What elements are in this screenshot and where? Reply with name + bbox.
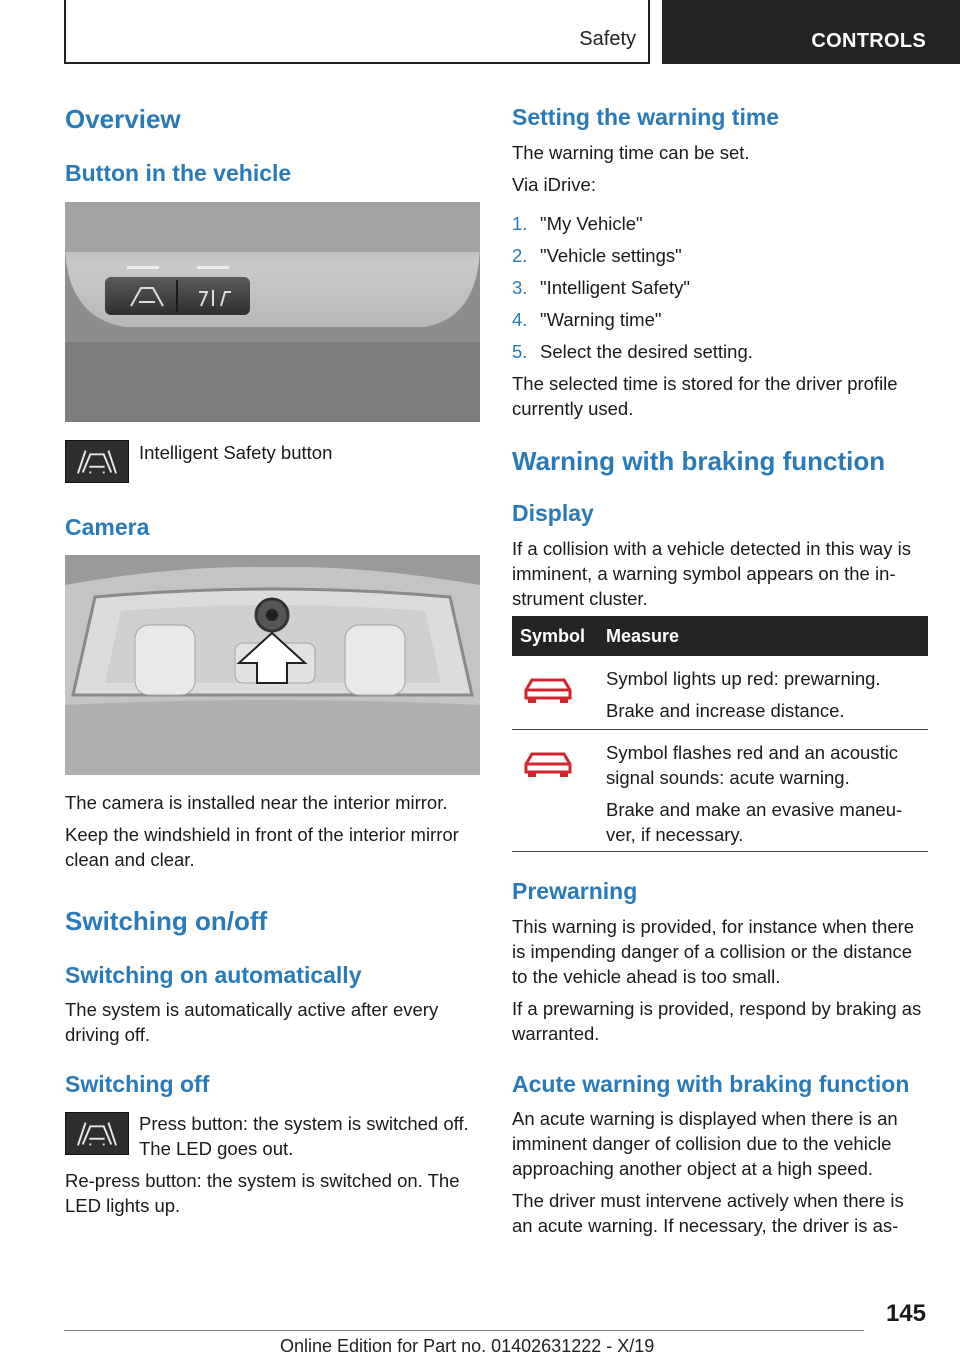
row2-measure-b: Brake and make an evasive maneu-ver, if necessary. xyxy=(606,799,903,845)
overview-heading: Overview xyxy=(65,104,181,134)
acute-warning-heading: Acute warning with braking function xyxy=(512,1071,910,1097)
header-box xyxy=(64,0,650,64)
footer-edition: Online Edition for Part no. 01402631222 - X/19 xyxy=(280,1336,655,1356)
table-row xyxy=(512,656,928,730)
list-item: 4. "Warning time" xyxy=(512,309,662,330)
acute-warning-paragraph-2: The driver must intervene actively when there is an acute warning. If necessary, the driver is as- xyxy=(512,1190,904,1236)
braking-function-heading: Warning with braking function xyxy=(512,446,886,476)
table-header xyxy=(512,616,928,656)
red-car-warning-icon xyxy=(522,746,574,787)
button-in-vehicle-heading: Button in the vehicle xyxy=(65,160,292,186)
table-header-measure: Measure xyxy=(606,626,680,646)
button-photo xyxy=(65,202,480,422)
table-header-symbol: Symbol xyxy=(520,626,586,646)
footer-divider xyxy=(64,1330,864,1331)
prewarning-paragraph-2: If a prewarning is provided, respond by braking as warranted. xyxy=(512,998,922,1044)
camera-photo xyxy=(65,555,480,775)
header-chapter-tab xyxy=(662,0,960,64)
row2-measure-a: Symbol flashes red and an acoustic signal sounds: acute warning. xyxy=(606,742,899,788)
switching-off-paragraph-2: Re-press button: the system is switched on. The LED lights up. xyxy=(65,1170,460,1216)
button-caption: Intelligent Safety button xyxy=(139,442,333,463)
display-paragraph: If a collision with a vehicle detected in this way is imminent, a warning symbol appears on the in-strument cluster. xyxy=(512,538,911,609)
header-chapter-label: CONTROLS xyxy=(811,30,926,52)
prewarning-heading: Prewarning xyxy=(512,878,638,904)
switching-on-auto-heading: Switching on automatically xyxy=(65,962,362,988)
warning-time-heading: Setting the warning time xyxy=(512,104,780,130)
prewarning-paragraph-1: This warning is provided, for instance when there is impending danger of a collision or the distance to the vehicle ahead is too small. xyxy=(512,916,915,987)
switching-off-heading: Switching off xyxy=(65,1071,210,1097)
switching-heading: Switching on/off xyxy=(65,906,268,936)
camera-paragraph-1: The camera is installed near the interior mirror. xyxy=(65,792,448,813)
list-item: 1. "My Vehicle" xyxy=(512,213,643,234)
switching-on-auto-paragraph: The system is automatically active after every driving off. xyxy=(65,999,439,1045)
switching-off-paragraph-1: Press button: the system is switched off. The LED goes out. xyxy=(139,1113,469,1159)
header-section-title: Safety xyxy=(579,28,636,50)
red-car-warning-icon xyxy=(522,672,574,713)
row1-measure-b: Brake and increase distance. xyxy=(606,700,845,721)
intelligent-safety-icon xyxy=(65,440,129,483)
list-item: 3. "Intelligent Safety" xyxy=(512,277,690,298)
acute-warning-paragraph-1: An acute warning is displayed when there is an imminent danger of collision due to the vehicle approaching another object at a high speed. xyxy=(512,1108,898,1179)
table-row xyxy=(512,730,928,852)
warning-time-paragraph-2: Via iDrive: xyxy=(512,174,596,195)
idrive-steps-list xyxy=(512,211,753,371)
warning-time-paragraph-1: The warning time can be set. xyxy=(512,142,750,163)
list-item: 2. "Vehicle settings" xyxy=(512,245,682,266)
page-number: 145 xyxy=(885,1300,926,1327)
stored-paragraph: The selected time is stored for the driver profile currently used. xyxy=(512,373,898,419)
list-item: 5. Select the desired setting. xyxy=(512,341,753,362)
camera-heading: Camera xyxy=(65,514,150,540)
row1-measure-a: Symbol lights up red: prewarning. xyxy=(606,668,881,689)
intelligent-safety-icon xyxy=(65,1112,129,1155)
camera-paragraph-2: Keep the windshield in front of the interior mirror clean and clear. xyxy=(65,824,459,870)
symbol-measure-table xyxy=(512,616,928,852)
display-heading: Display xyxy=(512,500,594,526)
